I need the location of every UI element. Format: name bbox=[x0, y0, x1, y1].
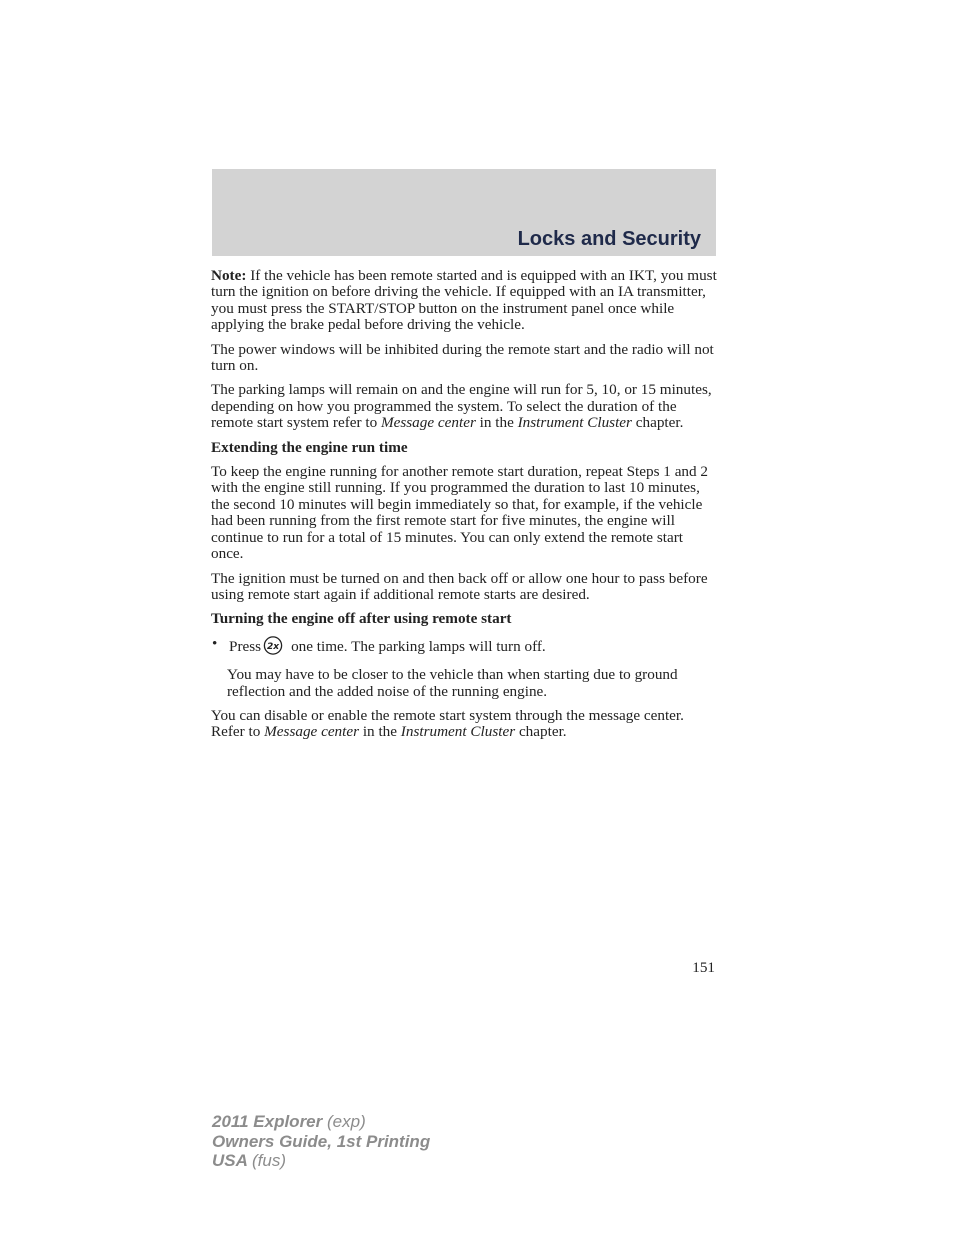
footer-model-code: (exp) bbox=[327, 1112, 366, 1131]
footer-line-2: Owners Guide, 1st Printing bbox=[212, 1131, 431, 1151]
engine-off-heading: Turning the engine off after using remote start bbox=[211, 610, 512, 628]
closer-paragraph: You may have to be closer to the vehicle than when starting due to ground reflection and the added noise of the running engine. bbox=[227, 666, 678, 700]
extend-paragraph: To keep the engine running for another remote start duration, repeat Steps 1 and 2 with the engine still running. If you programmed the duration to last 10 minutes, the second 10 minutes will begin immediately so that, for example, if the vehicle had been running from the first remote start for five minutes, the engine will continue to run for a total of 15 minutes. You can only extend the remote start once. bbox=[211, 463, 709, 563]
footer-model: 2011 Explorer bbox=[212, 1112, 323, 1131]
disable-text-3: chapter. bbox=[515, 723, 567, 741]
footer-region-code: (fus) bbox=[252, 1151, 286, 1170]
footer-line-1 bbox=[212, 1112, 430, 1132]
press-label: Press bbox=[229, 637, 262, 655]
extend-heading: Extending the engine run time bbox=[211, 438, 408, 456]
disable-paragraph bbox=[211, 708, 717, 741]
disable-text: You can disable or enable the remote start system through the message center. Refer to bbox=[211, 706, 684, 741]
parking-lamps-text: The parking lamps will remain on and the engine will run for 5, 10, or 15 minutes, depending on how you programmed the system. To select the duration of the remote start system refer to bbox=[211, 381, 712, 432]
parking-lamps-paragraph bbox=[211, 382, 717, 431]
message-center-reference-2: Message center bbox=[264, 723, 360, 741]
instrument-cluster-reference-2: Instrument Cluster bbox=[400, 723, 516, 741]
section-title: Locks and Security bbox=[517, 228, 701, 250]
bullet-dot: • bbox=[212, 634, 218, 652]
parking-lamps-text-3: chapter. bbox=[631, 414, 684, 432]
footer bbox=[212, 1112, 430, 1171]
message-center-reference: Message center bbox=[380, 414, 476, 432]
parking-lamps-text-2: in the bbox=[475, 414, 518, 432]
press-rest-text: one time. The parking lamps will turn off. bbox=[291, 637, 546, 655]
svg-text:2x: 2x bbox=[267, 641, 280, 652]
instrument-cluster-reference: Instrument Cluster bbox=[517, 414, 632, 432]
section-header-band bbox=[212, 169, 716, 256]
page-content bbox=[211, 268, 717, 749]
remote-start-key-icon bbox=[263, 636, 283, 659]
press-bullet bbox=[211, 636, 717, 659]
note-label: Note: bbox=[211, 267, 247, 284]
note-text: If the vehicle has been remote started and is equipped with an IKT, you must turn the ignition on before driving the vehicle. If equipped with an IA transmitter, you must press the START/STOP button on the instrument panel once while applying the brake pedal before driving the vehicle. bbox=[211, 267, 717, 334]
ignition-paragraph: The ignition must be turned on and then back off or allow one hour to pass before using remote start again if additional remote starts are desired. bbox=[211, 569, 708, 603]
disable-text-2: in the bbox=[359, 723, 401, 741]
page-number: 151 bbox=[692, 959, 715, 976]
note-paragraph bbox=[211, 268, 717, 334]
footer-region: USA bbox=[212, 1151, 248, 1170]
windows-paragraph: The power windows will be inhibited during the remote start and the radio will not turn on. bbox=[211, 340, 714, 375]
footer-line-3 bbox=[212, 1151, 430, 1171]
